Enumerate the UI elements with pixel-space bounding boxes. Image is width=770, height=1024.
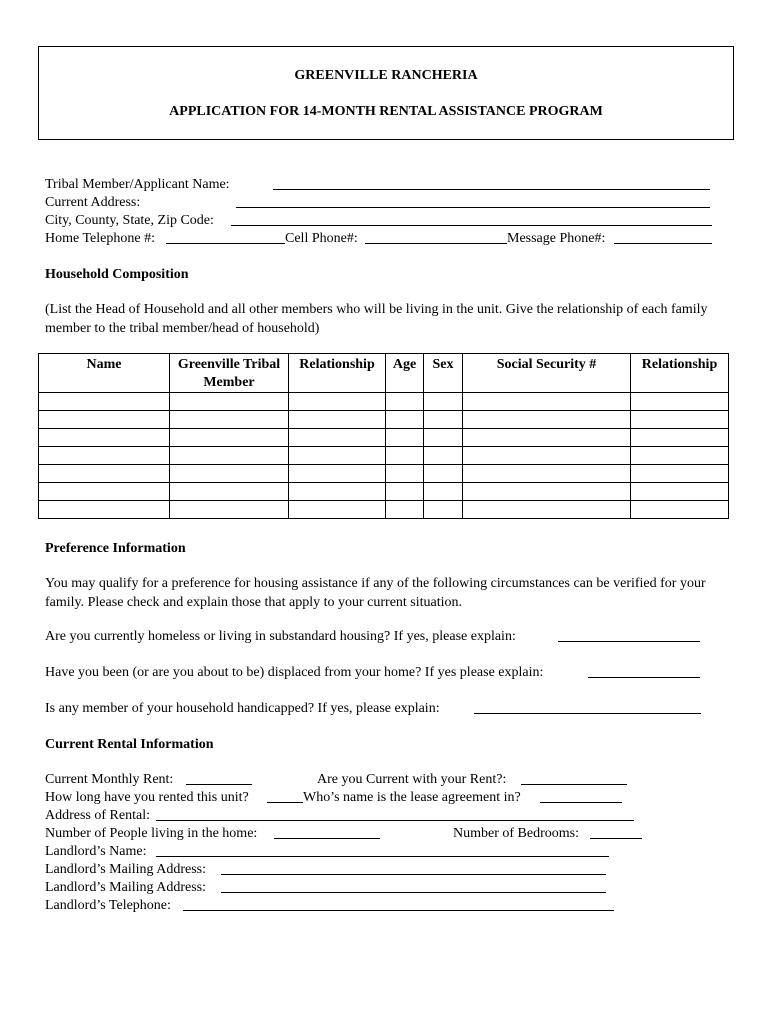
table-cell[interactable]	[463, 429, 631, 447]
table-cell[interactable]	[289, 447, 386, 465]
cell-phone-field[interactable]	[365, 230, 507, 244]
table-cell[interactable]	[386, 393, 424, 411]
applicant-name-label: Tribal Member/Applicant Name:	[45, 177, 230, 192]
table-cell[interactable]	[39, 465, 170, 483]
table-cell[interactable]	[386, 501, 424, 519]
table-cell[interactable]	[170, 501, 289, 519]
lease-name-label: Who’s name is the lease agreement in?	[303, 790, 521, 805]
table-cell[interactable]	[424, 501, 463, 519]
table-cell[interactable]	[386, 429, 424, 447]
landlord-phone-label: Landlord’s Telephone:	[45, 898, 171, 913]
displaced-question: Have you been (or are you about to be) displaced from your home? If yes please explain:	[45, 665, 544, 680]
table-cell[interactable]	[463, 393, 631, 411]
table-cell[interactable]	[289, 465, 386, 483]
table-row	[39, 501, 729, 519]
col-name: Name	[39, 354, 170, 393]
household-table	[38, 353, 729, 519]
col-relationship: Relationship	[289, 354, 386, 393]
landlord-mailing-label-2: Landlord’s Mailing Address:	[45, 880, 206, 895]
col-age: Age	[386, 354, 424, 393]
household-heading: Household Composition	[45, 267, 189, 282]
table-cell[interactable]	[39, 411, 170, 429]
rent-current-label: Are you Current with your Rent?:	[317, 772, 507, 787]
table-cell[interactable]	[39, 429, 170, 447]
table-cell[interactable]	[386, 483, 424, 501]
table-cell[interactable]	[289, 429, 386, 447]
table-cell[interactable]	[170, 447, 289, 465]
home-phone-field[interactable]	[166, 230, 285, 244]
table-cell[interactable]	[289, 411, 386, 429]
col-relationship-2: Relationship	[631, 354, 729, 393]
table-cell[interactable]	[424, 465, 463, 483]
homeless-question: Are you currently homeless or living in substandard housing? If yes, please explain:	[45, 629, 516, 644]
table-cell[interactable]	[631, 429, 729, 447]
people-count-field[interactable]	[274, 825, 380, 839]
table-cell[interactable]	[39, 483, 170, 501]
table-cell[interactable]	[424, 411, 463, 429]
cell-phone-label: Cell Phone#:	[285, 231, 358, 246]
table-cell[interactable]	[39, 447, 170, 465]
table-row	[39, 465, 729, 483]
table-cell[interactable]	[386, 465, 424, 483]
table-cell[interactable]	[39, 393, 170, 411]
table-row	[39, 429, 729, 447]
table-row	[39, 411, 729, 429]
how-long-label: How long have you rented this unit?	[45, 790, 249, 805]
table-row	[39, 483, 729, 501]
table-cell[interactable]	[463, 501, 631, 519]
table-cell[interactable]	[386, 447, 424, 465]
message-phone-label: Message Phone#:	[507, 231, 606, 246]
table-cell[interactable]	[463, 483, 631, 501]
table-cell[interactable]	[170, 393, 289, 411]
landlord-mailing-label-1: Landlord’s Mailing Address:	[45, 862, 206, 877]
table-header-row	[39, 354, 729, 393]
homeless-answer-field[interactable]	[558, 628, 700, 642]
lease-name-field[interactable]	[540, 789, 622, 803]
table-cell[interactable]	[170, 411, 289, 429]
city-county-field[interactable]	[231, 212, 712, 226]
table-row	[39, 447, 729, 465]
table-cell[interactable]	[631, 501, 729, 519]
monthly-rent-label: Current Monthly Rent:	[45, 772, 174, 787]
bedrooms-label: Number of Bedrooms:	[453, 826, 579, 841]
preference-heading: Preference Information	[45, 541, 186, 556]
handicapped-answer-field[interactable]	[474, 700, 701, 714]
table-cell[interactable]	[463, 411, 631, 429]
table-cell[interactable]	[631, 447, 729, 465]
message-phone-field[interactable]	[614, 230, 712, 244]
monthly-rent-field[interactable]	[186, 771, 252, 785]
table-cell[interactable]	[289, 393, 386, 411]
table-cell[interactable]	[631, 393, 729, 411]
household-instructions: (List the Head of Household and all other members who will be living in the unit. Give the relationship of each family member to the tribal member/head of household)	[45, 302, 708, 336]
table-cell[interactable]	[631, 465, 729, 483]
table-cell[interactable]	[631, 411, 729, 429]
table-cell[interactable]	[170, 483, 289, 501]
table-cell[interactable]	[170, 465, 289, 483]
table-cell[interactable]	[170, 429, 289, 447]
rent-current-field[interactable]	[521, 771, 627, 785]
applicant-name-field[interactable]	[273, 176, 710, 190]
home-phone-label: Home Telephone #:	[45, 231, 155, 246]
org-name: GREENVILLE RANCHERIA	[294, 68, 478, 83]
preference-intro: You may qualify for a preference for housing assistance if any of the following circumstances can be verified for your family. Please check and explain those that apply to your current situation.	[45, 576, 706, 610]
table-cell[interactable]	[39, 501, 170, 519]
table-cell[interactable]	[289, 501, 386, 519]
col-sex: Sex	[424, 354, 463, 393]
rental-address-label: Address of Rental:	[45, 808, 150, 823]
landlord-mailing-field-1[interactable]	[221, 861, 606, 875]
col-ssn: Social Security #	[463, 354, 631, 393]
current-address-field[interactable]	[236, 194, 710, 208]
table-row	[39, 393, 729, 411]
bedrooms-field[interactable]	[590, 825, 642, 839]
table-cell[interactable]	[424, 429, 463, 447]
table-cell[interactable]	[631, 483, 729, 501]
current-address-label: Current Address:	[45, 195, 141, 210]
table-cell[interactable]	[386, 411, 424, 429]
table-cell[interactable]	[463, 465, 631, 483]
landlord-name-field[interactable]	[156, 843, 609, 857]
table-cell[interactable]	[424, 483, 463, 501]
landlord-name-label: Landlord’s Name:	[45, 844, 147, 859]
handicapped-question: Is any member of your household handicapped? If yes, please explain:	[45, 701, 440, 716]
how-long-field[interactable]	[267, 789, 303, 803]
form-title: APPLICATION FOR 14-MONTH RENTAL ASSISTANCE PROGRAM	[169, 104, 603, 119]
form-header	[38, 46, 734, 140]
table-cell[interactable]	[424, 447, 463, 465]
landlord-mailing-field-2[interactable]	[221, 879, 606, 893]
table-cell[interactable]	[463, 447, 631, 465]
people-count-label: Number of People living in the home:	[45, 826, 258, 841]
table-cell[interactable]	[289, 483, 386, 501]
table-cell[interactable]	[424, 393, 463, 411]
landlord-phone-field[interactable]	[183, 897, 614, 911]
displaced-answer-field[interactable]	[588, 664, 700, 678]
rental-heading: Current Rental Information	[45, 737, 214, 752]
city-county-label: City, County, State, Zip Code:	[45, 213, 214, 228]
rental-address-field[interactable]	[156, 807, 634, 821]
col-tribal-member: Greenville Tribal Member	[170, 354, 289, 393]
